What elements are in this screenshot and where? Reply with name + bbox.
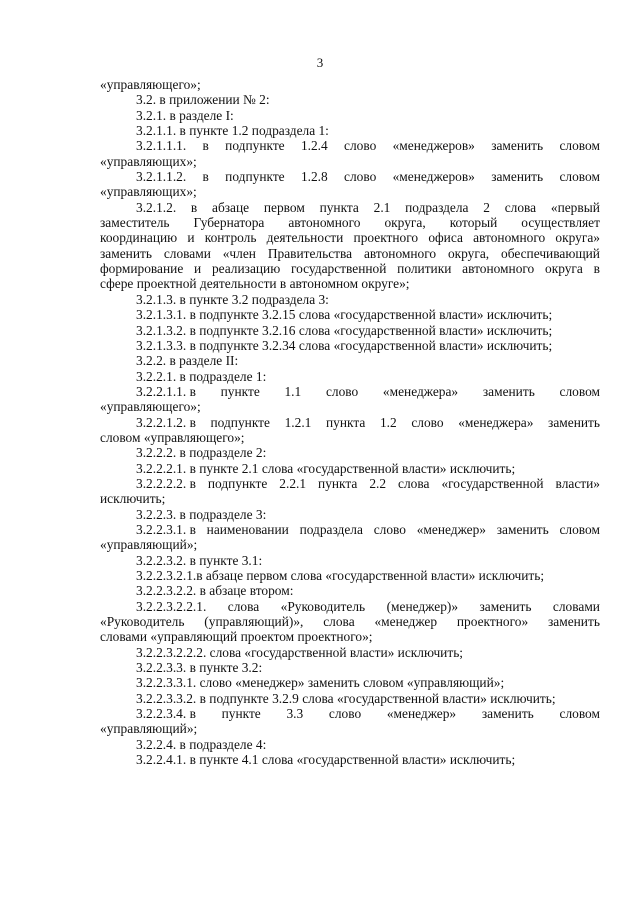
- line-word: заменить: [481, 706, 534, 722]
- line-word: 2.1: [373, 199, 391, 215]
- text-line: [100, 691, 600, 706]
- line-text: «управляющий»;: [100, 537, 198, 553]
- line-word: 1.2.4: [300, 138, 328, 154]
- line-word: «Руководитель: [100, 614, 185, 630]
- line-word: 3.2.1.1.1.: [136, 138, 187, 154]
- line-word: который: [449, 215, 498, 231]
- text-line: [100, 706, 600, 721]
- line-word: слова: [398, 475, 430, 491]
- line-word: словом: [559, 169, 600, 185]
- line-text: 3.2.1. в разделе I:: [136, 107, 234, 123]
- line-text: 3.2.2.3.3.1. слово «менеджер» заменить словом «управляющий»;: [136, 675, 505, 691]
- text-line: [100, 184, 600, 199]
- line-word: Правительства: [267, 245, 353, 261]
- line-word: 1.1: [284, 383, 302, 399]
- line-text: 3.2.2.3.2. в пункте 3.1:: [136, 552, 263, 568]
- line-word: словом: [559, 383, 600, 399]
- line-text: 3.2.2.4. в подразделе 4:: [136, 736, 267, 752]
- text-line: [100, 123, 600, 138]
- line-word: слово: [344, 169, 377, 185]
- line-word: проектного»: [456, 614, 529, 630]
- line-text: 3.2.2.4.1. в пункте 4.1 слова «государственной власти» исключить;: [136, 752, 516, 768]
- text-line: [100, 507, 600, 522]
- line-text: 3.2.2.3.2.2. в абзаце втором:: [136, 583, 294, 599]
- line-word: 3.2.2.2.2. в: [136, 475, 196, 491]
- text-line: [100, 614, 600, 629]
- line-word: автономного: [363, 245, 437, 261]
- line-text: 3.2.2.3.2.1.в абзаце первом слова «государственной власти» исключить;: [136, 568, 545, 583]
- line-text: «управляющего»;: [100, 399, 201, 415]
- line-word: автономного: [473, 230, 546, 246]
- text-line: [100, 77, 600, 92]
- text-line: [100, 154, 600, 169]
- text-line: [100, 338, 600, 353]
- line-text: словом «управляющего»;: [100, 429, 245, 445]
- text-line: [100, 737, 600, 752]
- line-word: слова: [323, 614, 355, 630]
- line-text: «управляющий»;: [100, 721, 198, 737]
- line-word: «член: [222, 245, 256, 261]
- line-text: 3.2. в приложении № 2:: [136, 92, 270, 108]
- text-line: [100, 522, 600, 537]
- line-word: «менеджер»: [416, 521, 486, 537]
- line-word: «Руководитель: [280, 598, 366, 614]
- line-word: 2.2: [369, 475, 387, 491]
- line-word: и: [194, 261, 202, 277]
- line-word: 3.2.2.3.1. в: [136, 521, 196, 537]
- line-word: заместитель: [100, 215, 170, 231]
- line-word: подраздела: [299, 521, 363, 537]
- text-line: [100, 215, 600, 230]
- line-word: словом: [559, 521, 600, 537]
- line-word: государственной: [290, 261, 387, 277]
- line-word: округа: [545, 261, 583, 277]
- line-word: словом: [559, 138, 600, 154]
- line-text: 3.2.2.2. в подразделе 2:: [136, 445, 267, 461]
- line-word: 3.2.2.3.2.2.1.: [136, 598, 207, 614]
- line-word: обеспечивающий: [501, 245, 600, 261]
- line-word: пункта: [318, 475, 358, 491]
- line-word: 2: [483, 199, 490, 215]
- text-line: [100, 553, 600, 568]
- line-word: 3.3: [286, 706, 304, 722]
- line-word: подпункте: [225, 138, 285, 154]
- line-word: заменить: [479, 598, 532, 614]
- text-line: [100, 752, 600, 767]
- line-word: 3.2.1.1.2.: [136, 169, 187, 185]
- line-word: словами: [552, 598, 600, 614]
- text-line: [100, 200, 600, 215]
- text-line: [100, 353, 600, 368]
- text-line: [100, 461, 600, 476]
- line-word: подпункте: [210, 414, 270, 430]
- text-line: [100, 675, 600, 690]
- line-word: округа,: [447, 245, 490, 261]
- line-word: 3.2.2.1.1. в: [136, 383, 196, 399]
- line-text: 3.2.1.1. в пункте 1.2 подраздела 1:: [136, 123, 329, 139]
- text-line: [100, 323, 600, 338]
- line-word: заменить: [100, 245, 152, 261]
- line-word: Губернатора: [193, 215, 265, 231]
- line-word: заменить: [482, 383, 535, 399]
- text-line: [100, 92, 600, 107]
- line-word: округа»: [555, 230, 600, 246]
- text-line: [100, 399, 600, 414]
- line-text: исключить;: [100, 491, 166, 507]
- line-word: слово: [344, 138, 377, 154]
- line-word: первом: [263, 199, 305, 215]
- line-word: «менеджеров»: [392, 138, 475, 154]
- text-line: [100, 276, 600, 291]
- text-line: [100, 169, 600, 184]
- line-word: координацию: [100, 230, 178, 246]
- text-line: [100, 108, 600, 123]
- line-text: 3.2.2.2.1. в пункте 2.1 слова «государственной власти» исключить;: [136, 460, 516, 476]
- line-word: «менеджер: [374, 614, 438, 630]
- line-word: словами: [163, 245, 211, 261]
- line-text: 3.2.1.3. в пункте 3.2 подраздела 3:: [136, 291, 329, 307]
- text-line: [100, 261, 600, 276]
- line-word: подраздела: [405, 199, 469, 215]
- line-word: пункте: [220, 383, 260, 399]
- line-word: «менеджер»: [386, 706, 457, 722]
- line-text: 3.2.2. в разделе II:: [136, 353, 239, 369]
- line-word: 3.2.2.3.4. в: [136, 706, 196, 722]
- document-body: [100, 77, 600, 767]
- line-word: заменить: [491, 138, 544, 154]
- page-number: 3: [316, 55, 324, 70]
- line-word: в: [190, 199, 198, 215]
- line-word: пункта: [319, 199, 359, 215]
- line-word: осуществляет: [521, 215, 600, 231]
- line-text: словами «управляющий проектом проектного»;: [100, 629, 373, 645]
- line-word: заменить: [547, 614, 600, 630]
- line-word: заменить: [491, 169, 544, 185]
- line-word: контроль: [204, 230, 257, 246]
- line-word: офиса: [428, 230, 463, 246]
- line-word: и: [187, 230, 195, 246]
- text-line: [100, 307, 600, 322]
- line-text: 3.2.1.3.3. в подпункте 3.2.34 слова «государственной власти» исключить;: [136, 337, 553, 353]
- line-word: формирование: [100, 261, 184, 277]
- line-word: политики: [397, 261, 452, 277]
- text-line: [100, 430, 600, 445]
- line-text: 3.2.2.3.2.2.2. слова «государственной власти» исключить;: [136, 644, 464, 660]
- line-text: 3.2.1.3.2. в подпункте 3.2.16 слова «государственной власти» исключить;: [136, 322, 553, 338]
- line-text: 3.2.2.3.3.2. в подпункте 3.2.9 слова «государственной власти» исключить;: [136, 690, 556, 706]
- line-text: «управляющего»;: [100, 77, 201, 92]
- line-word: абзаце: [212, 199, 250, 215]
- line-word: слово: [373, 521, 406, 537]
- text-line: [100, 568, 600, 583]
- line-word: слово: [411, 414, 444, 430]
- text-line: [100, 246, 600, 261]
- text-line: [100, 599, 600, 614]
- text-line: [100, 476, 600, 491]
- text-line: [100, 491, 600, 506]
- line-word: реализацию: [211, 261, 281, 277]
- line-word: «менеджеров»: [392, 169, 475, 185]
- text-line: [100, 292, 600, 307]
- text-line: [100, 415, 600, 430]
- line-word: наименовании: [206, 521, 289, 537]
- line-word: власти»: [555, 475, 600, 491]
- line-word: «менеджера»: [458, 414, 534, 430]
- line-word: 1.2.1: [284, 414, 312, 430]
- line-text: сфере проектной деятельности в автономном округе»;: [100, 276, 410, 292]
- line-word: в: [593, 261, 600, 277]
- line-word: слова: [227, 598, 260, 614]
- line-word: слово: [325, 383, 359, 399]
- line-word: заменить: [548, 414, 600, 430]
- text-line: [100, 537, 600, 552]
- line-word: «первый: [550, 199, 600, 215]
- line-word: 3.2.1.2.: [136, 199, 177, 215]
- line-word: пункта: [326, 414, 366, 430]
- line-word: заменить: [496, 521, 549, 537]
- text-line: [100, 629, 600, 644]
- line-word: (управляющий)»,: [204, 614, 304, 630]
- text-line: [100, 138, 600, 153]
- line-word: (менеджер)»: [386, 598, 459, 614]
- line-word: словом: [559, 706, 600, 722]
- line-word: в: [202, 169, 209, 185]
- text-line: [100, 230, 600, 245]
- line-word: автономного: [462, 261, 535, 277]
- line-word: слово: [328, 706, 362, 722]
- line-word: в: [202, 138, 209, 154]
- line-text: 3.2.2.3.3. в пункте 3.2:: [136, 660, 263, 676]
- line-word: 1.2.8: [300, 169, 328, 185]
- text-line: [100, 660, 600, 675]
- text-line: [100, 721, 600, 736]
- line-word: пункте: [221, 706, 261, 722]
- text-line: [100, 384, 600, 399]
- line-word: слова: [504, 199, 537, 215]
- line-word: «государственной: [441, 475, 544, 491]
- text-line: [100, 369, 600, 384]
- text-line: [100, 645, 600, 660]
- line-word: 2.2.1: [279, 475, 307, 491]
- line-word: подпункте: [225, 169, 285, 185]
- line-word: деятельности: [266, 230, 344, 246]
- line-word: автономного: [288, 215, 361, 231]
- line-word: проектного: [353, 230, 419, 246]
- line-text: 3.2.2.1. в подразделе 1:: [136, 368, 267, 384]
- line-text: «управляющих»;: [100, 153, 197, 169]
- text-line: [100, 583, 600, 598]
- line-word: 1.2: [379, 414, 397, 430]
- line-text: 3.2.1.3.1. в подпункте 3.2.15 слова «государственной власти» исключить;: [136, 307, 553, 323]
- line-word: подпункте: [207, 475, 268, 491]
- line-word: «менеджера»: [382, 383, 459, 399]
- line-text: «управляющих»;: [100, 184, 197, 200]
- line-word: округа,: [384, 215, 426, 231]
- text-line: [100, 445, 600, 460]
- line-word: 3.2.2.1.2. в: [136, 414, 196, 430]
- line-text: 3.2.2.3. в подразделе 3:: [136, 506, 267, 522]
